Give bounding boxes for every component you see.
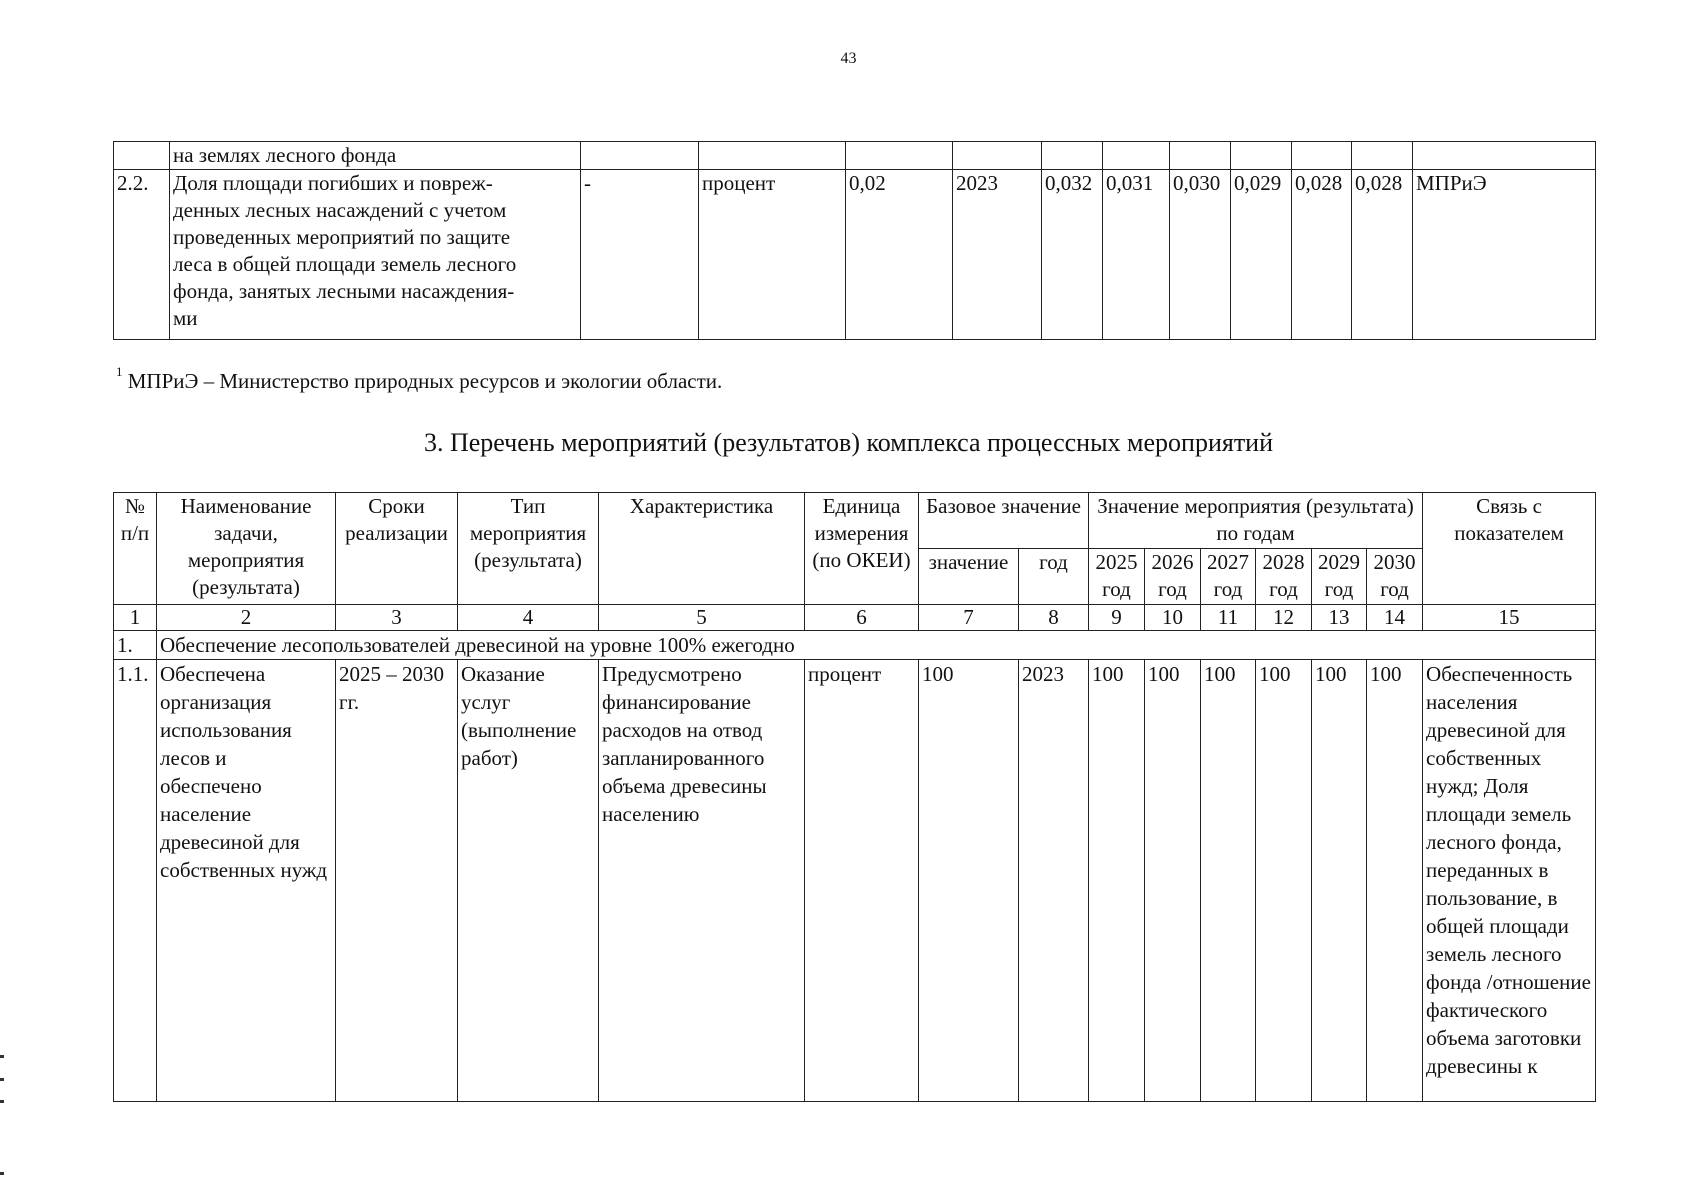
scan-mark — [0, 1078, 4, 1081]
indicator-name-line: денных лесных насаждений с учетом — [173, 198, 507, 222]
header-terms: Сроки реализации — [336, 493, 458, 605]
year-value-cell: 100 — [1089, 660, 1145, 1102]
activities-table — [113, 492, 1596, 1102]
activity-name: Обеспечена организация использования лесов и обеспечено население древесиной для собственных нужд — [157, 660, 336, 1102]
header-year: 2028 год — [1256, 549, 1312, 605]
responsible-cell: МПРиЭ — [1413, 170, 1596, 340]
base-year-cell: 2023 — [953, 170, 1042, 340]
activity-unit: процент — [805, 660, 919, 1102]
dash-cell: - — [581, 170, 699, 340]
header-name: Наименование задачи, мероприятия (результата) — [157, 493, 336, 605]
header-num: № п/п — [114, 493, 157, 605]
footnote-text: МПРиЭ – Министерство природных ресурсов и экологии области. — [127, 369, 723, 393]
column-number: 10 — [1145, 605, 1201, 631]
section-text: Обеспечение лесопользователей древесиной на уровне 100% ежегодно — [157, 631, 1596, 660]
year-value-cell: 0,031 — [1103, 170, 1170, 340]
header-year: 2030 год — [1367, 549, 1423, 605]
column-number: 14 — [1367, 605, 1423, 631]
year-value-cell: 0,030 — [1170, 170, 1231, 340]
activity-terms: 2025 – 2030 гг. — [336, 660, 458, 1102]
year-value-cell: 0,029 — [1231, 170, 1292, 340]
header-year: 2025 год — [1089, 549, 1145, 605]
indicator-name-line: проведенных мероприятий по защите — [173, 225, 511, 249]
column-number: 4 — [458, 605, 599, 631]
header-year: 2026 год — [1145, 549, 1201, 605]
section-row — [114, 631, 1596, 660]
year-value-cell: 0,032 — [1042, 170, 1103, 340]
row-number: 1.1. — [114, 660, 157, 1102]
table-row — [114, 170, 1596, 340]
continuation-row — [114, 142, 1596, 170]
column-number: 13 — [1312, 605, 1367, 631]
continuation-text: на землях лесного фонда — [170, 142, 581, 170]
column-number: 15 — [1423, 605, 1596, 631]
header-unit: Единица измерения (по ОКЕИ) — [805, 493, 919, 605]
activity-base-value: 100 — [919, 660, 1019, 1102]
base-value-cell: 0,02 — [846, 170, 953, 340]
header-link: Связь с показателем — [1423, 493, 1596, 605]
footnote-mark: 1 — [116, 364, 123, 379]
indicator-name — [170, 170, 581, 340]
header-base: Базовое значение — [919, 493, 1089, 549]
year-value-cell: 0,028 — [1292, 170, 1352, 340]
column-number: 2 — [157, 605, 336, 631]
header-row — [114, 493, 1596, 549]
year-value-cell: 100 — [1145, 660, 1201, 1102]
scan-mark — [0, 1100, 4, 1103]
column-number: 3 — [336, 605, 458, 631]
header-characteristic: Характеристика — [599, 493, 805, 605]
indicator-link: Обеспеченность населения древесиной для собственных нужд; Доля площади земель лесного фонда, переданных в пользование, в общей площади земель лесного фонда /отношение фактического объема заготовки древесины к — [1423, 660, 1596, 1102]
column-number: 5 — [599, 605, 805, 631]
header-base-value: значение — [919, 549, 1019, 605]
column-number: 8 — [1019, 605, 1089, 631]
row-number: 2.2. — [114, 170, 170, 340]
column-numbers-row — [114, 605, 1596, 631]
footnote — [116, 364, 723, 394]
column-number: 1 — [114, 605, 157, 631]
column-number: 6 — [805, 605, 919, 631]
year-value-cell: 100 — [1367, 660, 1423, 1102]
column-number: 12 — [1256, 605, 1312, 631]
header-year: 2029 год — [1312, 549, 1367, 605]
indicator-name-line: фонда, занятых лесными насаждения- — [173, 279, 515, 303]
page-number: 43 — [840, 50, 857, 67]
column-number: 9 — [1089, 605, 1145, 631]
section-number: 1. — [114, 631, 157, 660]
activity-base-year: 2023 — [1019, 660, 1089, 1102]
scan-mark — [0, 1055, 4, 1058]
activity-type: Оказание услуг (выполнение работ) — [458, 660, 599, 1102]
header-type: Тип мероприятия (результата) — [458, 493, 599, 605]
indicator-name-line: леса в общей площади земель лесного — [173, 252, 517, 276]
year-value-cell: 100 — [1312, 660, 1367, 1102]
indicator-name-line: Доля площади погибших и повреж- — [173, 171, 493, 195]
year-value-cell: 100 — [1201, 660, 1256, 1102]
column-number: 7 — [919, 605, 1019, 631]
header-year: 2027 год — [1201, 549, 1256, 605]
header-years-group: Значение мероприятия (результата) по годам — [1089, 493, 1423, 549]
scan-mark — [0, 1172, 4, 1175]
indicators-table-continuation — [113, 141, 1596, 340]
table-row — [114, 660, 1596, 1102]
unit-cell: процент — [699, 170, 846, 340]
activity-characteristic: Предусмотрено финансирование расходов на отвод запланированного объема древесины населению — [599, 660, 805, 1102]
header-base-year: год — [1019, 549, 1089, 605]
year-value-cell: 100 — [1256, 660, 1312, 1102]
indicator-name-line: ми — [173, 306, 198, 330]
section-title: 3. Перечень мероприятий (результатов) комплекса процессных мероприятий — [423, 428, 1274, 457]
year-value-cell: 0,028 — [1352, 170, 1413, 340]
column-number: 11 — [1201, 605, 1256, 631]
